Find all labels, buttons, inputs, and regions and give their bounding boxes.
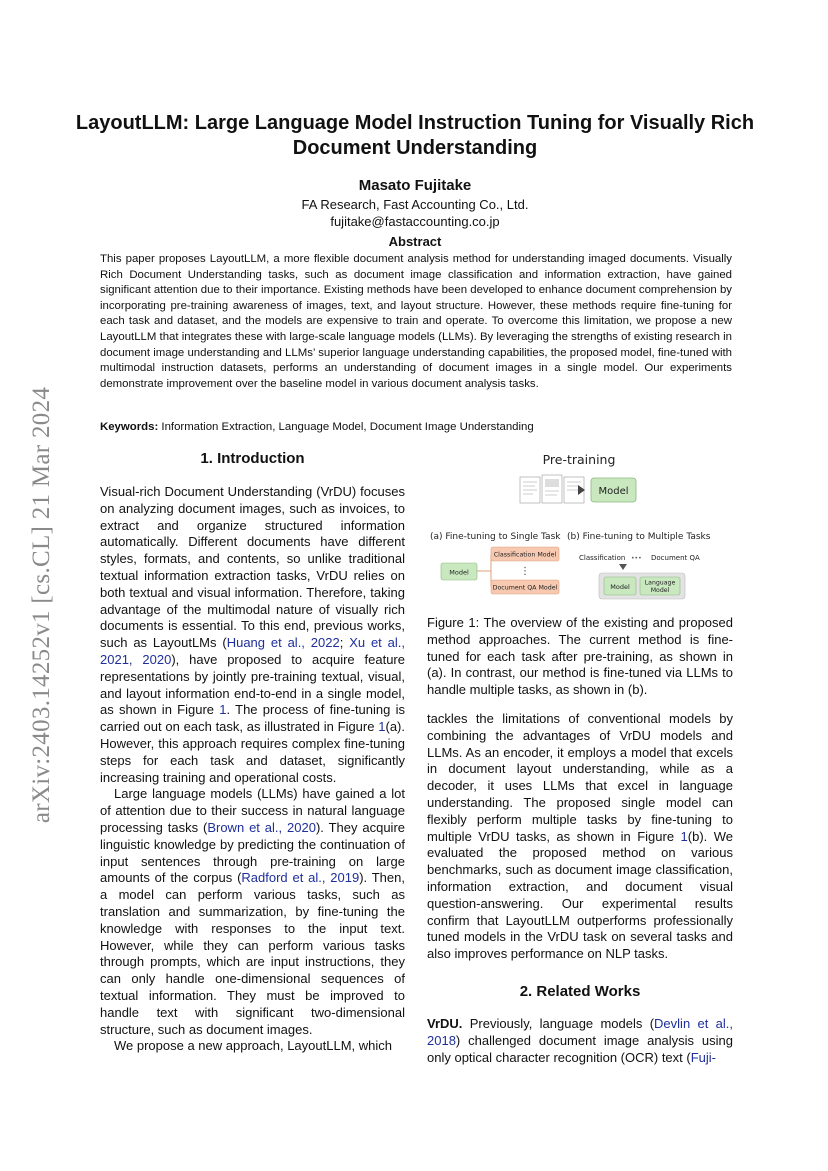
text-run: ; xyxy=(339,635,350,651)
citation-link[interactable]: Xu et al., 2021, 2020 xyxy=(100,635,405,667)
citation-link[interactable]: Devlin et al., 2018 xyxy=(427,1016,733,1048)
citation-link[interactable]: Fuji- xyxy=(690,1049,716,1065)
author-name: Masato Fujitake xyxy=(358,177,472,194)
figure-ref-link[interactable]: 1 xyxy=(680,828,688,844)
vrdu-label: VrDU. xyxy=(427,1016,463,1031)
text-run: Large language models (LLMs) have gained a lot of attention due to their success in natural language processing tasks ( xyxy=(100,786,405,835)
abstract-heading: Abstract xyxy=(388,234,442,249)
text-run: ). Then, a model can perform various tasks, such as translation and summarization, by fine-tuning the knowledge with responses to the input text. However, while they can perform various tasks through prompts, which are input instructions, they can only handle one-dimensional sequences of textual information. They must be improved to handle text with significant two-dimensional structure, such as document images. xyxy=(100,870,405,1037)
paper-title: LayoutLLM: Large Language Model Instruction Tuning for Visually Rich Document Understanding xyxy=(75,112,755,159)
figure-1 xyxy=(427,445,733,605)
figure-1-diagram xyxy=(427,445,733,605)
citation-link[interactable]: Huang et al., 2022 xyxy=(226,635,340,651)
panel-b-label: (b) Fine-tuning to Multiple Tasks xyxy=(567,532,711,542)
pretraining-label: Pre-training xyxy=(542,452,616,467)
abstract-body: This paper proposes LayoutLLM, a more flexible document analysis method for understanding imaged documents. Visually Rich Document Understanding tasks, such as document image classification and information extraction, have gained significant attention due to their importance. Existing methods have been developed to enhance document comprehension by incorporating pre-training awareness of images, text, and layout structure. However, these methods require fine-tuning for each task and dataset, and the models are expensive to train and operate. To overcome this limitation, we propose a new LayoutLLM that integrates these with large-scale language models (LLMs). By leveraging the strengths of existing research in document image understanding and LLMs’ superior language understanding capabilities, the proposed model, fine-tuned with multimodal instruction datasets, performs an understanding of document images in a single model. Our experiments demonstrate improvement over the baseline model in various document analysis tasks. xyxy=(100,253,732,390)
text-run: Visual-rich Document Understanding (VrDU) focuses on analyzing document images, such as invoices, to extract and organize structured information automatically. Different documents have different styles, formats, and contents, so unlike traditional textual information extraction tasks, VrDU relies on both textual and visual information. Therefore, taking advantage of the multimodal nature of visually rich documents is essential. To this end, previous works, such as LayoutLMs ( xyxy=(100,484,405,651)
section-related-works-heading: 2. Related Works xyxy=(519,983,641,1000)
citation-link[interactable]: Radford et al., 2019 xyxy=(241,870,360,886)
language-model-line2: Model xyxy=(650,587,670,594)
text-run: (b). We evaluated the proposed method on various benchmarks, such as document image classification, information extraction, and document visual question-answering. Our experimental results confirm that LayoutLLM outperforms professionally tuned models in the VrDU task on several tasks and also improves performance on NLP tasks. xyxy=(427,828,733,962)
figure-1-caption: Figure 1: The overview of the existing and proposed method approaches. The current method is fine-tuned for each task after pre-training, as shown in (a). In contrast, our method is fine-tuned via LLMs to handle multiple tasks, as shown in (b). xyxy=(427,615,733,698)
docqa-task-label: Document QA xyxy=(651,554,700,562)
intro-paragraph-1 xyxy=(100,484,405,786)
text-run: . The process of fine-tuning is carried out on each task, as illustrated in Figure xyxy=(100,702,405,735)
pretrain-model-label: Model xyxy=(598,486,629,497)
text-run: ) challenged document image analysis using only optical character recognition (OCR) text ( xyxy=(427,1032,733,1065)
intro-paragraph-2 xyxy=(100,786,405,1038)
affiliation-text: FA Research, Fast Accounting Co., Ltd. xyxy=(301,197,529,212)
keywords xyxy=(100,421,732,433)
related-works-body xyxy=(427,1016,733,1066)
panel-a-label: (a) Fine-tuning to Single Task xyxy=(430,532,561,542)
author-email: fujitake@fastaccounting.co.jp xyxy=(330,214,500,229)
section-introduction-heading: 1. Introduction xyxy=(200,450,305,467)
arxiv-text: arXiv:2403.14252v1 [cs.CL] 21 Mar 2024 xyxy=(28,386,55,824)
panel-b-model-label: Model xyxy=(610,583,630,591)
figure-ref-link[interactable]: 1 xyxy=(219,702,227,718)
text-run: Previously, language models ( xyxy=(462,1016,655,1031)
classification-model-label: Classification Model xyxy=(493,551,557,559)
keywords-text: Information Extraction, Language Model, Document Image Understanding xyxy=(158,421,534,433)
left-column xyxy=(100,484,405,1055)
citation-link[interactable]: Brown et al., 2020 xyxy=(207,819,316,835)
text-run: (a). However, this approach requires complex fine-tuning steps for each task and dataset, significantly increasing training and operational costs. xyxy=(100,719,405,785)
vertical-dots-icon: ⋮ xyxy=(520,566,530,577)
text-run: tackles the limitations of conventional models by combining the advantages of VrDU models and LLMs. As an encoder, it employs a model that excels in document layout understanding, while as a decoder, it uses LLMs that excel in language understanding. The proposed single model can flexibly perform multiple tasks by fine-tuning to multiple VrDU tasks, as shown in Figure xyxy=(427,711,733,844)
text-run: ), have proposed to acquire feature representations by jointly pre-training textual, visual, and layout information end-to-end in a single model, as shown in Figure xyxy=(100,651,405,718)
text-run: ). They acquire linguistic knowledge by predicting the continuation of input sentences through pre-training on large amounts of the corpus ( xyxy=(100,819,405,886)
right-column xyxy=(427,711,733,963)
panel-a-model-label: Model xyxy=(449,568,469,577)
arxiv-identifier xyxy=(22,360,62,850)
related-vrdu-paragraph xyxy=(427,1016,733,1066)
language-model-line1: Language xyxy=(644,579,676,587)
docqa-model-label: Document QA Model xyxy=(492,584,558,592)
classification-task-label: Classification xyxy=(579,554,626,562)
intro-paragraph-3: We propose a new approach, LayoutLLM, which xyxy=(114,1038,392,1054)
author-affiliation xyxy=(200,196,630,230)
horizontal-dots-icon: ••• xyxy=(631,555,642,562)
document-thumbnails-icon xyxy=(520,475,584,503)
intro-continuation-paragraph xyxy=(427,711,733,963)
arrow-down-icon xyxy=(619,564,627,570)
keywords-label: Keywords: xyxy=(100,421,159,433)
figure-ref-link[interactable]: 1 xyxy=(378,719,386,735)
